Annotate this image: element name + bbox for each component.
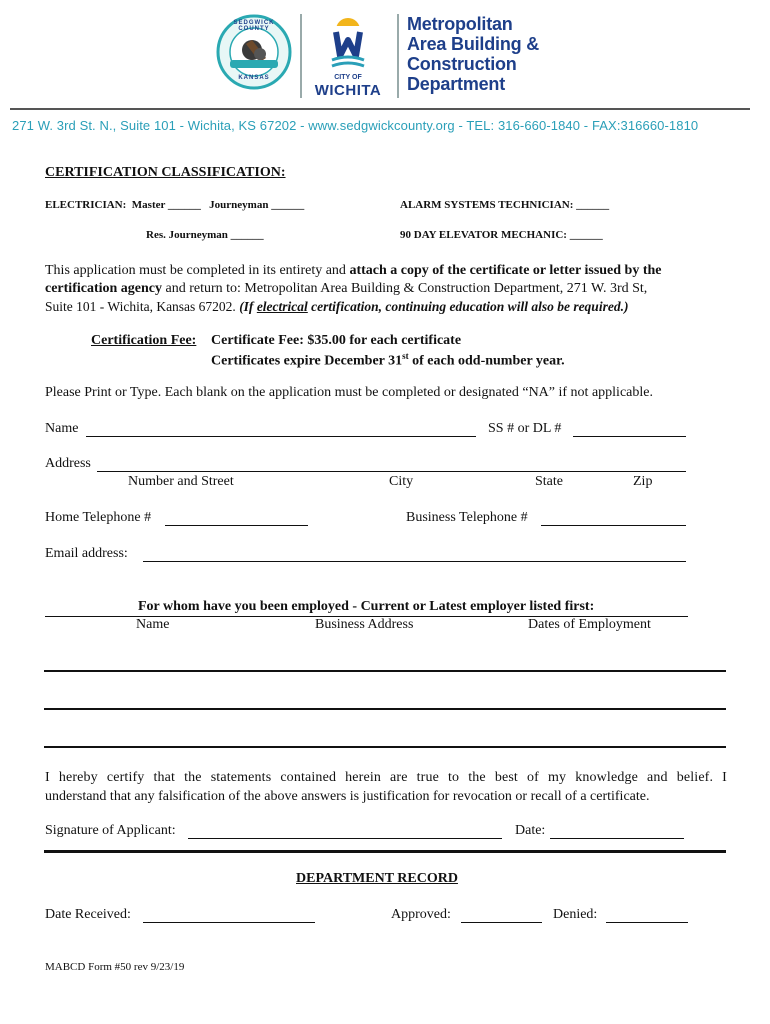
intro-bold-text: attach a copy of the certificate or letter issued by the <box>349 263 662 278</box>
certify-line-2: understand that any falsification of the above answers is justification for revocation or recall of a certificate. <box>45 789 650 804</box>
denied-field[interactable] <box>606 922 688 923</box>
expire-text-b: of each odd-number year. <box>408 353 565 369</box>
intro-line-1 <box>45 262 725 280</box>
date-field[interactable] <box>550 838 684 839</box>
ss-dl-field[interactable] <box>573 436 686 437</box>
intro-bold-text-2: certification agency <box>45 281 163 296</box>
approved-field[interactable] <box>461 922 542 923</box>
date-label: Date: <box>515 823 546 838</box>
employment-col-name: Name <box>136 617 170 632</box>
addr-number-street: Number and Street <box>128 474 234 489</box>
addr-zip: Zip <box>633 474 653 489</box>
expire-sup: st <box>402 351 409 361</box>
city-of-wichita-logo <box>310 14 386 100</box>
signature-field[interactable] <box>188 838 502 839</box>
ss-dl-label: SS # or DL # <box>488 421 562 436</box>
name-label: Name <box>45 421 79 436</box>
address-contact-line: 271 W. 3rd St. N., Suite 101 - Wichita, KS 67202 - www.sedgwickcounty.org - TEL: 316-660-1840 - FAX:316660-1810 <box>12 118 699 133</box>
dept-line-1: Metropolitan <box>407 14 513 34</box>
approved-label: Approved: <box>391 907 451 922</box>
wichita-text: WICHITA <box>314 82 382 99</box>
intro-text-2: and return to: Metropolitan Area Building & Construction Department, 271 W. 3rd St, <box>162 281 648 296</box>
alarm-systems-line: ALARM SYSTEMS TECHNICIAN: ______ <box>400 199 610 211</box>
employment-row-2[interactable] <box>44 708 726 710</box>
classification-heading: CERTIFICATION CLASSIFICATION: <box>45 165 286 180</box>
section-divider <box>44 850 726 853</box>
employment-row-3[interactable] <box>44 746 726 748</box>
address-field[interactable] <box>97 471 686 472</box>
addr-state: State <box>535 474 563 489</box>
instructions-text: Please Print or Type. Each blank on the application must be completed or designated “NA” if not applicable. <box>45 385 653 400</box>
city-of-text: CITY OF <box>334 74 362 81</box>
employment-row-1[interactable] <box>44 670 726 672</box>
date-received-label: Date Received: <box>45 907 131 922</box>
intro-italic-b: certification, continuing education will also be required.) <box>307 299 629 314</box>
intro-line-3 <box>45 298 725 316</box>
email-label: Email address: <box>45 546 128 561</box>
elevator-mechanic-line: 90 DAY ELEVATOR MECHANIC: ______ <box>400 229 603 241</box>
header-rule <box>10 108 750 110</box>
home-phone-field[interactable] <box>165 525 308 526</box>
department-name <box>407 14 607 94</box>
intro-line-2 <box>45 280 725 298</box>
employment-heading: For whom have you been employed - Current or Latest employer listed first: <box>138 599 595 614</box>
electrician-line: ELECTRICIAN: Master ______ Journeyman ______ <box>45 199 305 211</box>
dept-line-2: Area Building & <box>407 34 540 54</box>
certification-fee-label: Certification Fee: <box>91 333 197 348</box>
expire-text-a: Certificates expire December 31 <box>211 353 403 369</box>
certify-statement <box>45 768 727 806</box>
name-field[interactable] <box>86 436 476 437</box>
dept-line-4: Department <box>407 74 506 94</box>
dept-record-heading: DEPARTMENT RECORD <box>296 871 458 886</box>
intro-text: This application must be completed in its entirety and <box>45 263 350 278</box>
header-divider-1 <box>300 14 302 98</box>
date-received-field[interactable] <box>143 922 315 923</box>
addr-city: City <box>389 474 414 489</box>
intro-text-3: Suite 101 - Wichita, Kansas 67202. <box>45 299 240 314</box>
form-number-footer: MABCD Form #50 rev 9/23/19 <box>45 961 185 973</box>
employment-col-dates: Dates of Employment <box>528 617 651 632</box>
certificate-expire-line <box>211 351 565 370</box>
intro-italic-underline: electrical <box>256 299 308 314</box>
intro-italic-a: (If <box>239 299 257 314</box>
certify-line-1: I hereby certify that the statements contained herein are true to the best of my knowledge and belief. I <box>45 770 727 785</box>
seal-top-text: SEDGWICK COUNTY <box>233 20 275 32</box>
denied-label: Denied: <box>553 907 598 922</box>
seal-bottom-text: KANSAS <box>238 75 270 81</box>
county-seal-logo <box>216 14 292 90</box>
business-phone-field[interactable] <box>541 525 686 526</box>
certificate-fee-line: Certificate Fee: $35.00 for each certificate <box>211 333 462 348</box>
business-phone-label: Business Telephone # <box>406 510 528 525</box>
home-phone-label: Home Telephone # <box>45 510 152 525</box>
header-divider-2 <box>397 14 399 98</box>
intro-paragraph <box>45 262 725 316</box>
employment-col-address: Business Address <box>315 617 414 632</box>
email-field[interactable] <box>143 561 686 562</box>
res-journeyman-line: Res. Journeyman ______ <box>146 229 264 241</box>
signature-label: Signature of Applicant: <box>45 823 176 838</box>
dept-line-3: Construction <box>407 54 517 74</box>
address-label: Address <box>45 456 91 471</box>
